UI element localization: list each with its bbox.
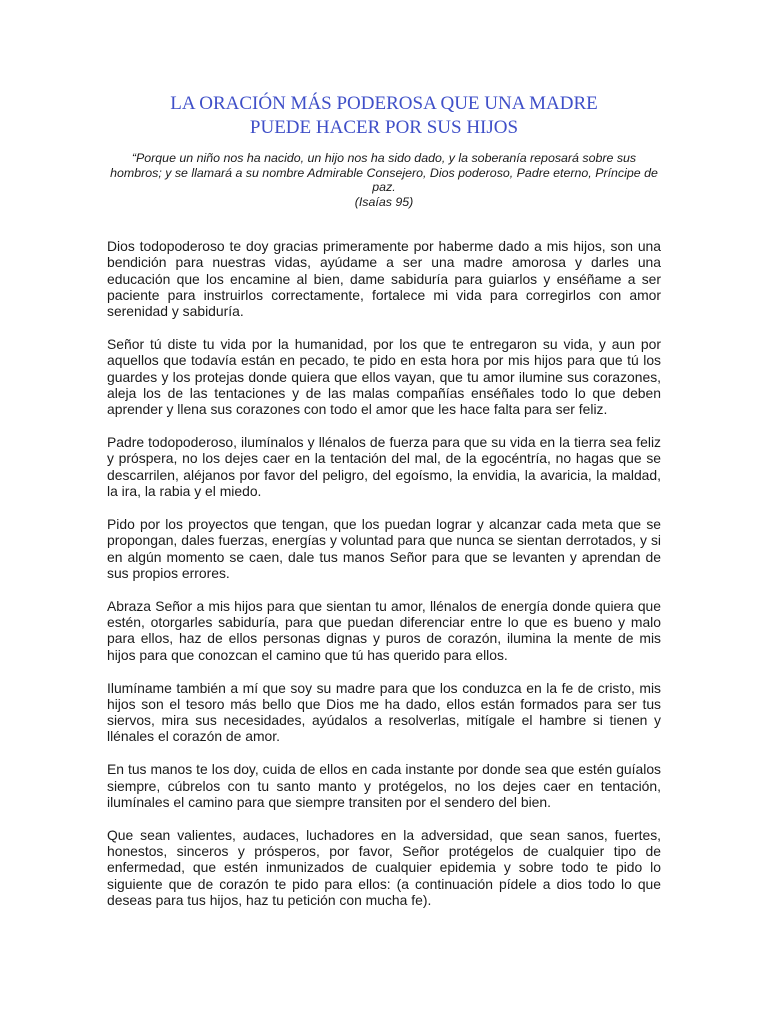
quote-citation: (Isaías 95) xyxy=(354,194,414,209)
paragraph: Pido por los proyectos que tengan, que los puedan lograr y alcanzar cada meta que se propongan, dales fuerzas, energías y voluntad para que nunca se sientan derrotados, y si en algún momento se caen, dale tus manos Señor para que se levanten y aprendan de sus propios errores. xyxy=(107,515,661,581)
document-title xyxy=(100,92,668,140)
paragraph: Dios todopoderoso te doy gracias primeramente por haberme dado a mis hijos, son una bendición para nuestras vidas, ayúdame a ser una madre amorosa y darles una educación que los encamine al bien, dame sabiduría para guiarlos y enséñame a ser paciente para instruirlos correctamente, fortalece mi vida para corregirlos con amor serenidad y sabiduría. xyxy=(107,238,661,320)
paragraph: Abraza Señor a mis hijos para que sientan tu amor, llénalos de energía donde quiera que estén, otorgarles sabiduría, para que puedan diferenciar entre lo que es bueno y malo para ellos, haz de ellos personas dignas y puros de corazón, ilumina la mente de mis hijos para que conozcan el camino que tú has querido para ellos. xyxy=(107,597,661,663)
title-line-2: PUEDE HACER POR SUS HIJOS xyxy=(249,117,519,138)
paragraph: En tus manos te los doy, cuida de ellos en cada instante por donde sea que estén guíalos siempre, cúbrelos con tu santo manto y protégelos, no los dejes caer en tentación, ilumínales el camino para que siempre transiten por el sendero del bien. xyxy=(107,761,661,810)
paragraph: Padre todopoderoso, ilumínalos y llénalos de fuerza para que su vida en la tierra sea feliz y próspera, no los dejes caer en la tentación del mal, de la egocéntría, no hagas que se descarrilen, aléjanos por favor del peligro, del egoísmo, la envidia, la avaricia, la maldad, la ira, la rabia y el miedo. xyxy=(107,434,661,500)
quote-text: “Porque un niño nos ha nacido, un hijo nos ha sido dado, y la soberanía reposará sobre sus hombros; y se llamará a su nombre Admirable Consejero, Dios poderoso, Padre eterno, Príncipe de paz. xyxy=(110,151,658,194)
title-line-1: LA ORACIÓN MÁS PODEROSA QUE UNA MADRE xyxy=(170,93,598,114)
paragraph: Que sean valientes, audaces, luchadores en la adversidad, que sean sanos, fuertes, honestos, sinceros y prósperos, por favor, Señor protégelos de cualquier tipo de enfermedad, que estén inmunizados de cualquier epidemia y sobre todo te pido lo siguiente que de corazón te pido para ellos: (a continuación pídele a dios todo lo que deseas para tus hijos, haz tu petición con mucha fe). xyxy=(107,826,661,908)
paragraph: Ilumíname también a mí que soy su madre para que los conduzca en la fe de cristo, mis hijos son el tesoro más bello que Dios me ha dado, ellos están formados para ser tus siervos, mira sus necesidades, ayúdalos a resolverlas, mitígale el hambre si tienen y llénales el corazón de amor. xyxy=(107,679,661,745)
prayer-body xyxy=(107,238,661,925)
paragraph: Señor tú diste tu vida por la humanidad, por los que te entregaron su vida, y aun por aquellos que todavía están en pecado, te pido en esta hora por mis hijos para que tú los guardes y los protejas donde quiera que ellos vayan, que tu amor ilumine sus corazones, aleja los de las tentaciones y de las malas compañías enséñales todo lo que deben aprender y llena sus corazones con todo el amor que les hace falta para ser feliz. xyxy=(107,336,661,418)
epigraph-quote xyxy=(110,151,658,209)
